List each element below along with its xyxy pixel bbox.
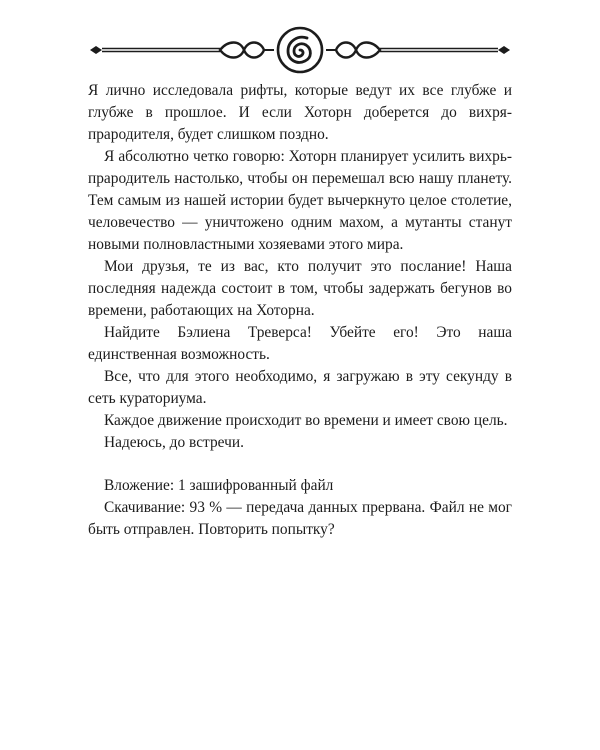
paragraph-hawthorne-plan: Я абсолютно четко говорю: Хоторн планирует усилить вихрь-прародитель настолько, чтобы он перемешал всю нашу планету. Тем самым из нашей истории будет вычеркнуто целое столетие, человечество — уничтожено одним махом, а мутанты станут новыми полновластными хозяевами этого мира. [88, 148, 512, 253]
message-text [88, 80, 512, 541]
paragraph-farewell: Надеюсь, до встречи. [104, 434, 244, 451]
paragraph-upload: Все, что для этого необходимо, я загружаю в эту секунду в сеть кураториума. [88, 368, 512, 407]
attachment-section [88, 475, 512, 541]
paragraph-rifts: Я лично исследовала рифты, которые ведут их все глубже и глубже в прошлое. И если Хоторн доберется до вихря-прародителя, будет слишком поздно. [88, 82, 512, 143]
attachment-line: Вложение: 1 зашифрованный файл [104, 477, 334, 494]
paragraph-friends: Мои друзья, те из вас, кто получит это послание! Наша последняя надежда состоит в том, чтобы задержать бегунов во времени, работающих на Хоторна. [88, 258, 512, 319]
download-status-line: Скачивание: 93 % — передача данных прервана. Файл не мог быть отправлен. Повторить попытку? [88, 499, 512, 538]
spiral-divider-icon [88, 26, 512, 76]
paragraph-movement: Каждое движение происходит во времени и имеет свою цель. [104, 412, 508, 429]
paragraph-find-travers: Найдите Бэлиена Треверса! Убейте его! Это наша единственная возможность. [88, 324, 512, 363]
